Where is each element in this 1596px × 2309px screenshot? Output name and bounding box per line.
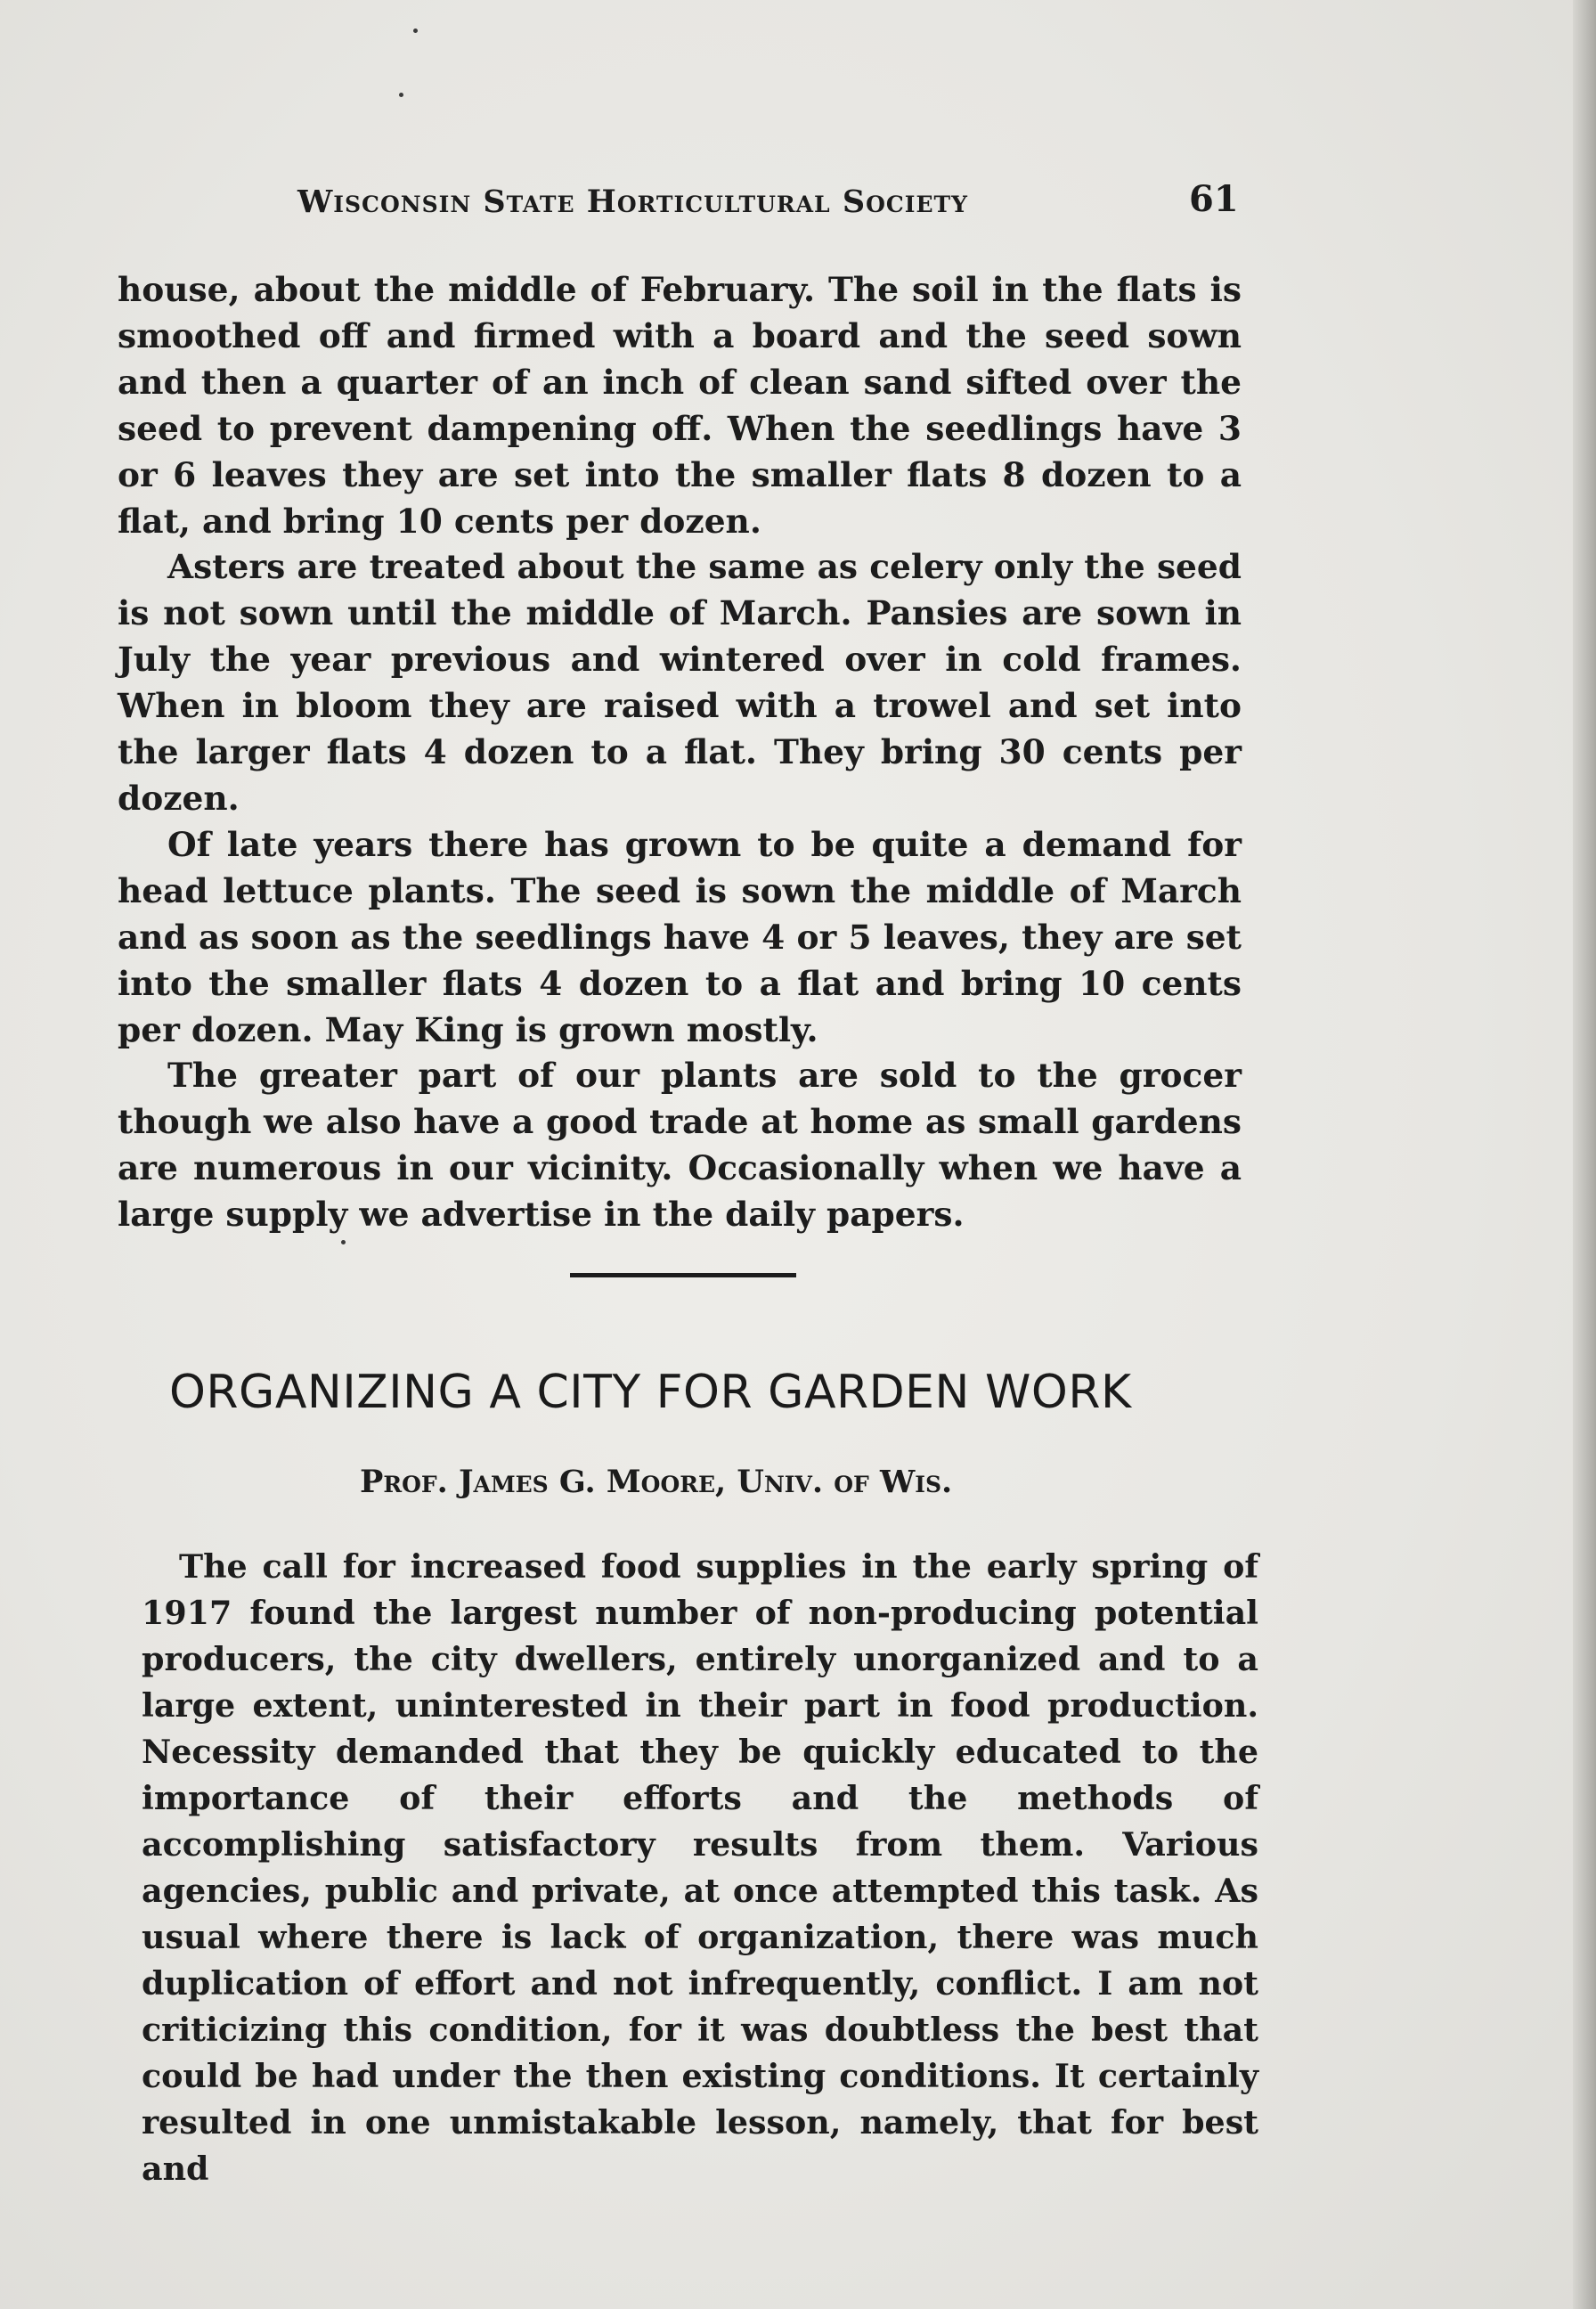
- paragraph: house, about the middle of February. The soil in the flats is smoothed off and firmed with a board and the seed sown and then a quarter of an inch of clean sand sifted over the seed to prevent dampening off. When the seedlings have 3 or 6 leaves they are set into the smaller flats 8 dozen to a flat, and bring 10 cents per dozen.: [118, 270, 1242, 541]
- paragraph: Of late years there has grown to be quite a demand for head lettuce plants. The seed is sown the middle of March and as soon as the seedlings have 4 or 5 leaves, they are set into the smaller flats 4 dozen to a flat and bring 10 cents per dozen. May King is grown mostly.: [118, 824, 1242, 1049]
- running-head: Wisconsin State Horticultural Society: [297, 184, 968, 220]
- section-divider: [570, 1273, 796, 1277]
- speck-mark: [341, 1240, 346, 1244]
- book-spine-edge: [1573, 0, 1596, 2309]
- paragraph: Asters are treated about the same as celery only the seed is not sown until the middle of March. Pansies are sown in July the year previous and wintered over in cold frames. When in bloom they are raised with a trowel and set into the larger flats 4 dozen to a flat. They bring 30 cents per dozen.: [118, 547, 1242, 818]
- speck-mark: [399, 93, 403, 97]
- continued-text: [118, 267, 1242, 1238]
- article-body: The call for increased food supplies in the early spring of 1917 found the largest number of non-producing potential producers, the city dwellers, entirely unorganized and to a large extent, uninterested in their part in food production. Necessity demanded that they be quickly educated to the importance of their efforts and the methods of accomplishing satisfactory results from them. Various agencies, public and private, at once attempted this task. As usual where there is lack of organization, there was much duplication of effort and not infrequently, conflict. I am not criticizing this condition, for it was doubtless the best that could be had under the then existing conditions. It certainly resulted in one unmistakable lesson, namely, that for best and: [142, 1547, 1258, 2188]
- paragraph: The greater part of our plants are sold to the grocer though we also have a good trade at home as small gardens are numerous in our vicinity. Occasionally when we have a large supply we advertise in the daily papers.: [118, 1056, 1242, 1235]
- speck-mark: [413, 29, 418, 33]
- article-title: ORGANIZING A CITY FOR GARDEN WORK: [169, 1366, 1132, 1419]
- article-byline: Prof. James G. Moore, Univ. of Wis.: [360, 1464, 953, 1500]
- page-number: 61: [1189, 178, 1239, 220]
